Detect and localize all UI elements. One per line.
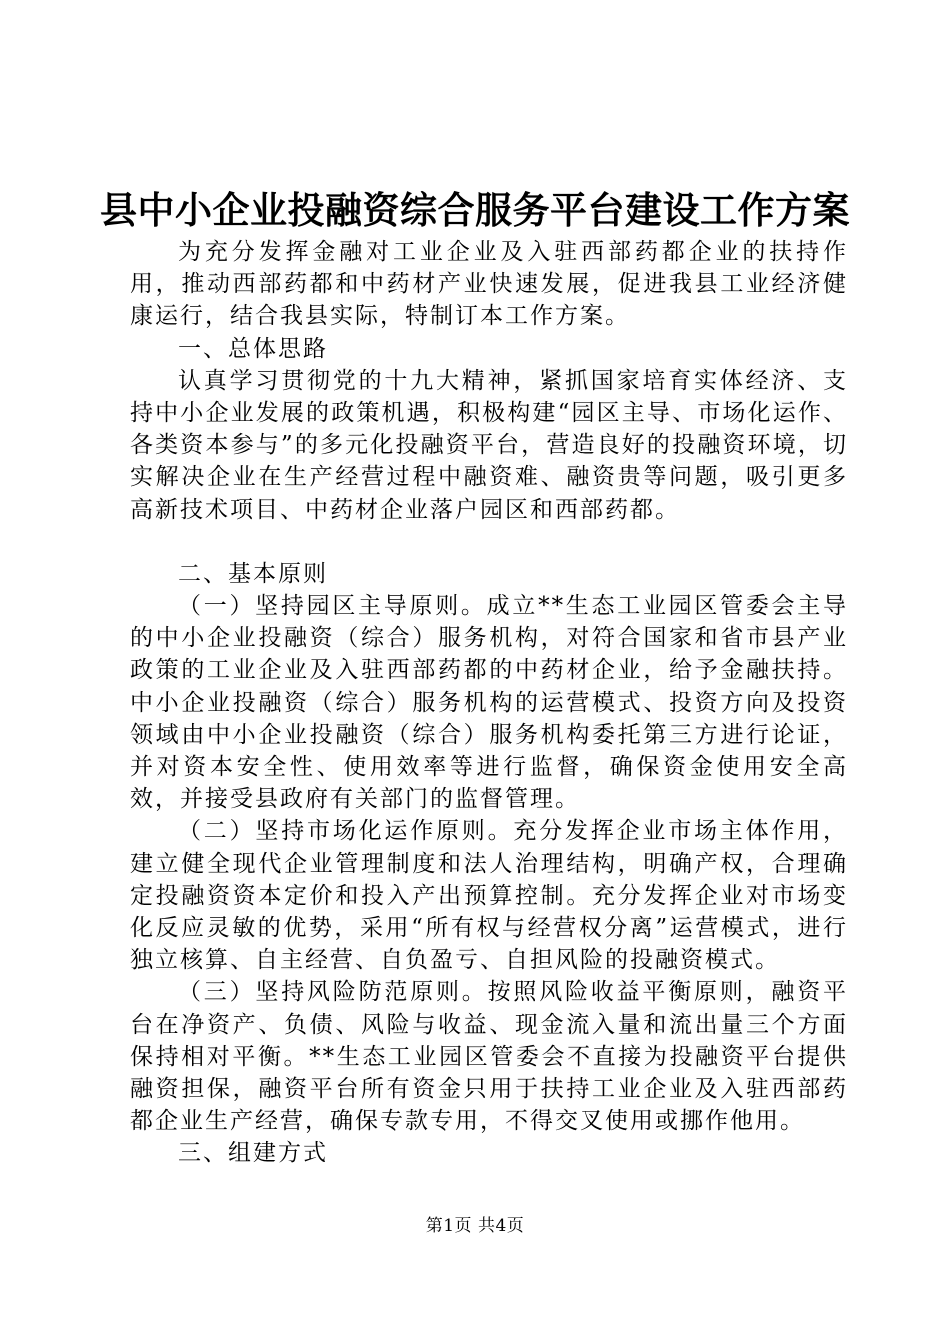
document-body xyxy=(130,236,848,1170)
principle-park-led: （一）坚持园区主导原则。成立**生态工业园区管委会主导的中小企业投融资（综合）服务机构，对符合国家和省市县产业政策的工业企业及入驻西部药都的中药材企业，给予金融扶持。中小企业投融资（综合）服务机构的运营模式、投资方向及投资领域由中小企业投融资（综合）服务机构委托第三方进行论证，并对资本安全性、使用效率等进行监督，确保资金使用安全高效，并接受县政府有关部门的监督管理。 xyxy=(130,593,848,813)
section-heading-overall-idea: 一、总体思路 xyxy=(178,335,328,362)
principle-risk-prevention: （三）坚持风险防范原则。按照风险收益平衡原则，融资平台在净资产、负债、风险与收益、现金流入量和流出量三个方面保持相对平衡。**生态工业园区管委会不直接为投融资平台提供融资担保，融资平台所有资金只用于扶持工业企业及入驻西部药都企业生产经营，确保专款专用，不得交叉使用或挪作他用。 xyxy=(130,979,848,1135)
section-heading-formation-method: 三、组建方式 xyxy=(178,1140,328,1167)
section-heading-basic-principles: 二、基本原则 xyxy=(178,560,328,587)
principle-market-operation: （二）坚持市场化运作原则。充分发挥企业市场主体作用，建立健全现代企业管理制度和法人治理结构，明确产权，合理确定投融资资本定价和投入产出预算控制。充分发挥企业对市场变化反应灵敏的优势，采用“所有权与经营权分离”运营模式，进行独立核算、自主经营、自负盈亏、自担风险的投融资模式。 xyxy=(130,818,848,974)
overall-idea-paragraph: 认真学习贯彻党的十九大精神，紧抓国家培育实体经济、支持中小企业发展的政策机遇，积极构建“园区主导、市场化运作、各类资本参与”的多元化投融资平台，营造良好的投融资环境，切实解决企业在生产经营过程中融资难、融资贵等问题，吸引更多高新技术项目、中药材企业落户园区和西部药都。 xyxy=(130,367,848,523)
paragraph-spacer xyxy=(130,526,848,558)
document-title: 县中小企业投融资综合服务平台建设工作方案 xyxy=(100,188,850,232)
intro-paragraph: 为充分发挥金融对工业企业及入驻西部药都企业的扶持作用，推动西部药都和中药材产业快速发展，促进我县工业经济健康运行，结合我县实际，特制订本工作方案。 xyxy=(130,239,848,330)
page-footer: 第1页 共4页 xyxy=(425,1216,525,1236)
